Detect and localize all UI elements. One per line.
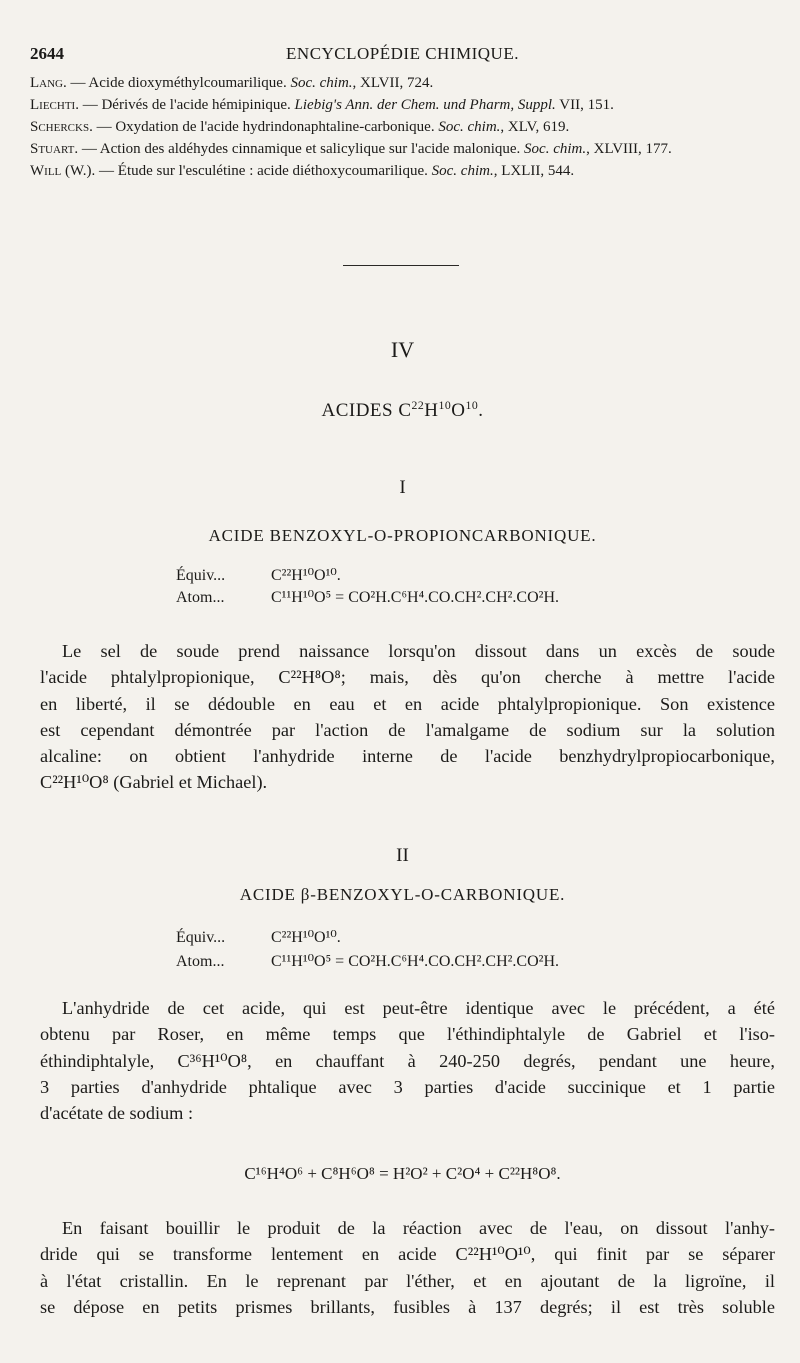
paragraph: Le sel de soude prend naissance lorsqu'on dissout dans un excès de soude l'acide phtalylpropionique, C²²H⁸O⁸; mais, dès qu'on cherche à mettre l'acide en liberté, il se dédouble en eau et en acide phtalylpropionique. Son existence est cependant démontrée par l'action de l'amalgame de sodium sur la solution alcaline: on obtient l'anhydride interne de l'acide benzhydrylpropiocarbonique, C²²H¹⁰O⁸ (Gabriel et Michael). [40,641,775,793]
subsection-title: ACIDE β-BENZOXYL-O-CARBONIQUE. [239,885,566,904]
reference-item: Lang. — Acide dioxyméthylcoumarilique. Soc. chim., XLVII, 724. [30,75,434,91]
section-title: ACIDES $C^{22}H^{10}O^{10}$. [321,398,484,421]
paragraph: En faisant bouillir le produit de la réaction avec de l'eau, on dissout l'anhy- dride qui se transforme lentement en acide C²²H¹⁰O¹⁰, qui finit par se séparer à l'état cristallin. En le reprenant par l'éther, et en ajoutant de la ligroïne, il se dépose en petits prismes brillants, fusibles à 137 degrés; il est très soluble [40,1218,775,1317]
page-header [30,44,775,68]
section-divider [343,265,459,266]
formula-value: C²²H¹⁰O¹⁰. [271,567,341,584]
section-number: IV [390,337,415,362]
page-number: 2644 [30,44,64,63]
subsection-number: I [399,477,406,498]
formula-value: C¹¹H¹⁰O⁵ = CO²H.C⁶H⁴.CO.CH².CH².CO²H. [271,953,559,970]
subsection-number: II [396,845,409,866]
subsection-title: ACIDE BENZOXYL-O-PROPIONCARBONIQUE. [208,526,597,545]
running-title: ENCYCLOPÉDIE CHIMIQUE. [286,44,519,63]
reference-list [30,74,775,184]
atomic-formula: Atom... C¹¹H¹⁰O⁵ = CO²H.C⁶H⁴.CO.CH².CH².CO²H. [176,953,559,970]
paragraph: L'anhydride de cet acide, qui est peut-être identique avec le précédent, a été obtenu par Roser, en même temps que l'éthindiphtalyle de Gabriel et l'iso- éthindiphtalyle, C³⁶H¹⁰O⁸, en chauffant à 240-250 degrés, pendant une heure, 3 parties d'anhydride phtalique avec 3 parties d'acide succinique et 1 partie d'acétate de sodium : [40,998,775,1124]
atomic-formula: Atom... C¹¹H¹⁰O⁵ = CO²H.C⁶H⁴.CO.CH².CH².CO²H. [176,589,559,606]
reference-item: Liechti. — Dérivés de l'acide hémipinique. Liebig's Ann. der Chem. und Pharm, Suppl. VII, 151. [30,97,614,113]
equivalent-formula: Équiv... C²²H¹⁰O¹⁰. [176,929,341,946]
reaction-equation: C¹⁶H⁴O⁶ + C⁸H⁶O⁸ = H²O² + C²O⁴ + C²²H⁸O⁸. [244,1164,561,1183]
equivalent-formula: Équiv... C²²H¹⁰O¹⁰. [176,567,341,584]
document-page [30,0,775,1363]
reference-item: Will (W.). — Étude sur l'esculétine : acide diéthoxycoumarilique. Soc. chim., LXLII, 544. [30,163,575,179]
formula-value: C²²H¹⁰O¹⁰. [271,929,341,946]
formula-value: C¹¹H¹⁰O⁵ = CO²H.C⁶H⁴.CO.CH².CH².CO²H. [271,589,559,606]
reference-item: Stuart. — Action des aldéhydes cinnamique et salicylique sur l'acide malonique. Soc. chim., XLVIII, 177. [30,141,672,157]
reference-item: Schercks. — Oxydation de l'acide hydrindonaphtaline-carbonique. Soc. chim., XLV, 619. [30,119,570,135]
